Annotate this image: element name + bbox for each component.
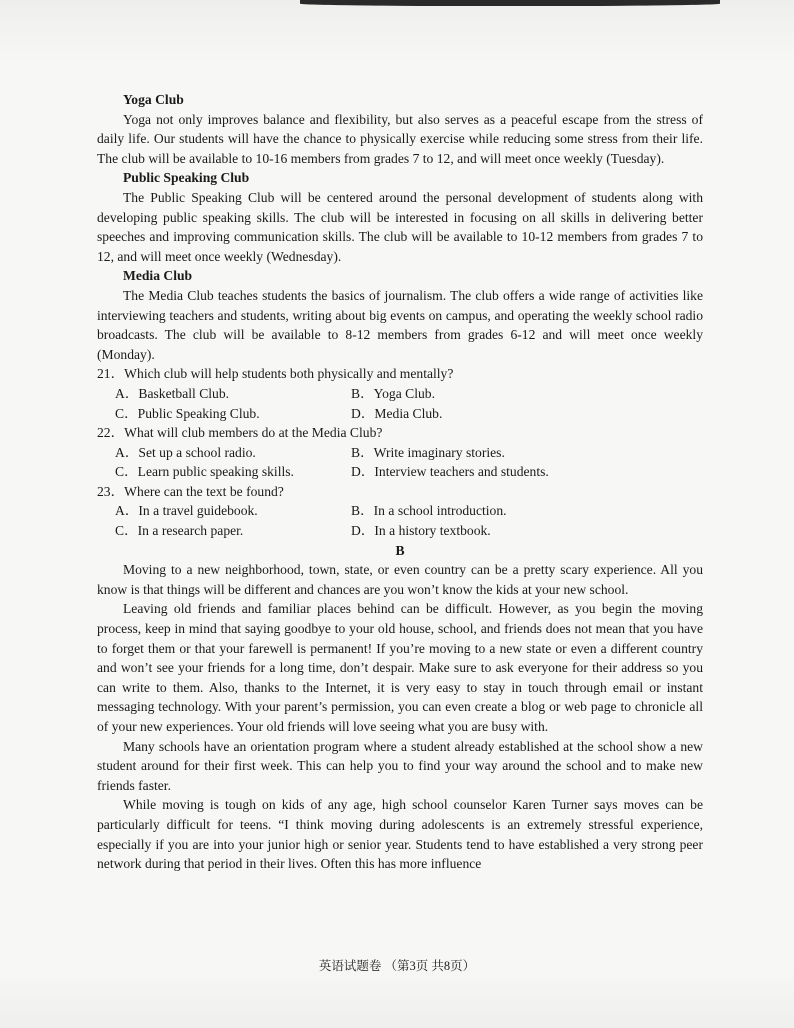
option-c: C．Learn public speaking skills. — [115, 464, 294, 480]
passage-b-paragraph-1: Moving to a new neighborhood, town, state, or even country can be a pretty scary experience. All you know is that things will be different and chances are you won’t know the kids at your new school. — [97, 562, 703, 597]
question-23 — [97, 482, 703, 541]
club-text-yoga: Yoga not only improves balance and flexibility, but also serves as a peaceful escape from the stress of daily life. Our students will have the chance to physically exercise while reducing some stress from their life. The club will be available to 10-16 members from grades 7 to 12, and will meet once weekly (Tuesday). — [97, 111, 703, 166]
option-b: B．Yoga Club. — [351, 385, 435, 401]
option-b: B．In a school introduction. — [351, 503, 507, 519]
question-options — [115, 384, 703, 423]
question-21 — [97, 364, 703, 423]
option-a: A．In a travel guidebook. — [115, 503, 258, 519]
club-heading-media: Media Club — [123, 268, 193, 284]
section-b-label: B — [395, 542, 405, 558]
club-heading-public-speaking: Public Speaking Club — [123, 170, 250, 186]
question-options — [115, 443, 703, 482]
option-d: D．Interview teachers and students. — [351, 464, 549, 480]
question-stem: 22．What will club members do at the Media Club? — [97, 425, 383, 441]
page-footer: 英语试题卷 （第3页 共8页） — [318, 959, 476, 973]
option-a: A．Set up a school radio. — [115, 444, 256, 460]
option-d: D．In a history textbook. — [351, 523, 491, 539]
option-c: C．In a research paper. — [115, 523, 244, 539]
question-options — [115, 501, 703, 540]
question-stem: 23．Where can the text be found? — [97, 483, 284, 499]
club-text-public-speaking: The Public Speaking Club will be centered around the personal development of students along with developing public speaking skills. The club will be interested in focusing on all skills in delivering better speeches and improving communication skills. The club will be available to 10-12 members from grades 7 to 12, and will meet once weekly (Wednesday). — [97, 189, 703, 264]
option-c: C．Public Speaking Club. — [115, 405, 260, 421]
question-stem: 21．Which club will help students both physically and mentally? — [97, 366, 454, 382]
option-d: D．Media Club. — [351, 405, 443, 421]
passage-b-paragraph-4: While moving is tough on kids of any age, high school counselor Karen Turner says moves can be particularly difficult for teens. “I think moving during adolescents is an extremely stressful experience, especially if you are into your junior high or senior year. Students tend to have established a very strong peer network during that period in their lives. Often this has more influence — [97, 797, 703, 872]
question-22 — [97, 423, 703, 482]
passage-b-paragraph-3: Many schools have an orientation program where a student already established at the school show a new student around for their first week. This can help you to find your way around the school and to make new friends faster. — [97, 738, 703, 793]
scan-edge-shadow — [300, 0, 720, 6]
club-text-media: The Media Club teaches students the basics of journalism. The club offers a wide range of activities like interviewing teachers and students, writing about big events on campus, and operating the weekly school radio broadcasts. The club will be available to 8-12 members from grades 6-12 and will meet once weekly (Monday). — [97, 287, 703, 362]
page-content — [97, 90, 703, 874]
club-heading-yoga: Yoga Club — [123, 92, 184, 107]
option-a: A．Basketball Club. — [115, 385, 230, 401]
passage-b-paragraph-2: Leaving old friends and familiar places behind can be difficult. However, as you begin the moving process, keep in mind that saying goodbye to your old house, school, and friends does not mean that you have to forget them or that your farewell is permanent! If you’re moving to a new state or even a different country and won’t see your friends for a long time, don’t despair. Make sure to ask everyone for their address so you can write to them. Also, thanks to the Internet, it is very easy to stay in touch through email or instant messaging technology. With your parent’s permission, you can even create a blog or web page to chronicle all of your new experiences. Your old friends will love seeing what you are busy with. — [97, 601, 703, 734]
option-b: B．Write imaginary stories. — [351, 444, 505, 460]
